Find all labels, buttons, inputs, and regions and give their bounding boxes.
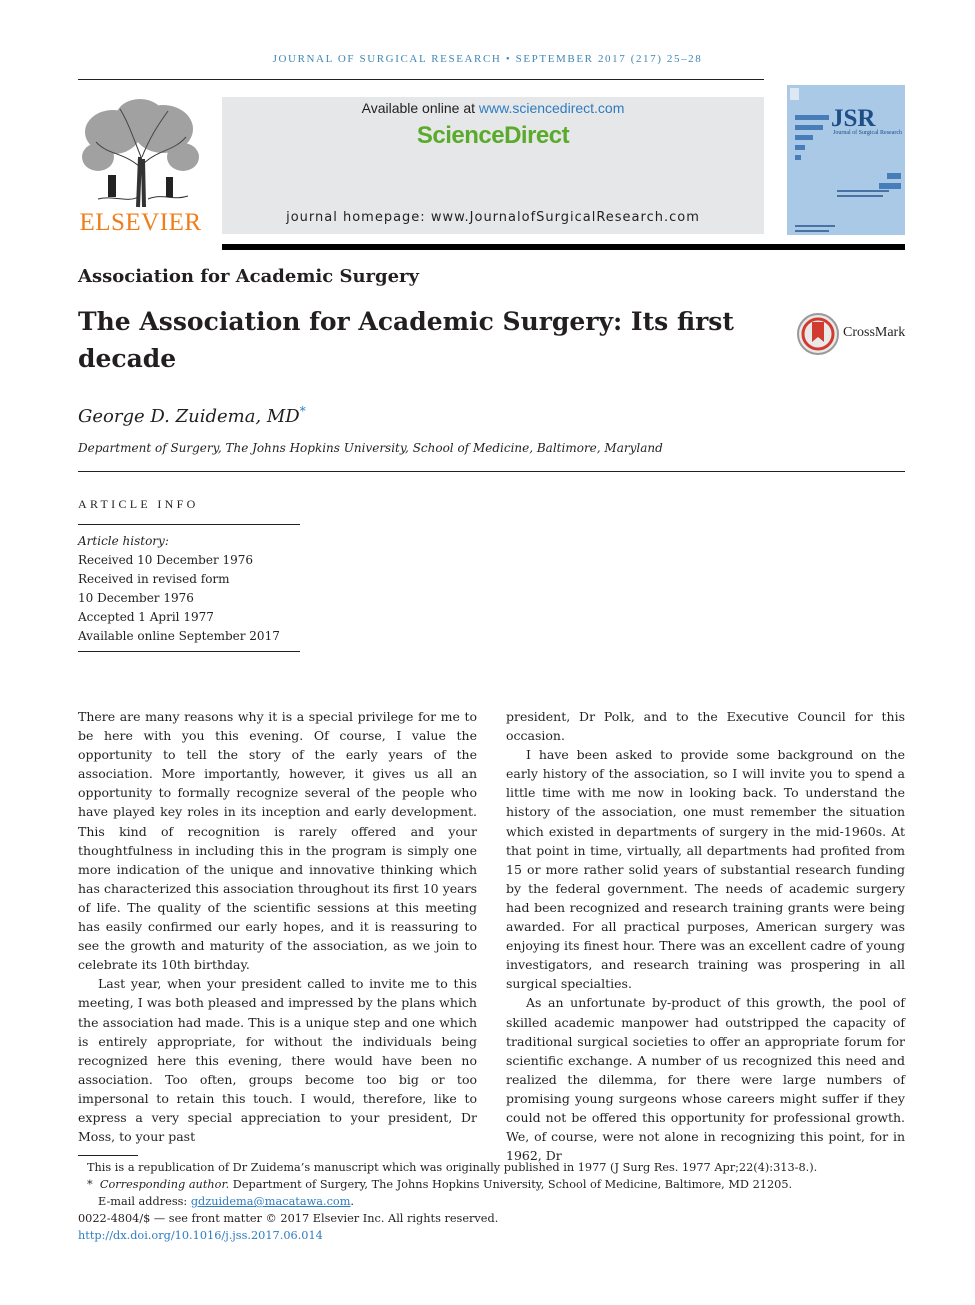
history-line: Received 10 December 1976	[78, 553, 254, 567]
sciencedirect-link[interactable]: www.sciencedirect.com	[478, 100, 625, 116]
affiliation-rule	[78, 471, 905, 472]
elsevier-tree-icon	[78, 97, 203, 209]
cover-title: JSR	[831, 105, 876, 132]
author-name: George D. Zuidema, MD*	[78, 404, 306, 427]
history-line: Accepted 1 April 1977	[78, 610, 214, 624]
journal-homepage[interactable]: journal homepage: www.JournalofSurgicalResearch.com	[286, 210, 700, 225]
article-info-heading: ARTICLE INFO	[78, 497, 199, 511]
crossmark-icon	[796, 312, 840, 356]
paragraph: president, Dr Polk, and to the Executive Council for this occasion.	[506, 709, 905, 744]
history-line: 10 December 1976	[78, 591, 194, 605]
body-column-left	[78, 707, 477, 1146]
article-title: The Association for Academic Surgery: Its first decade	[78, 307, 734, 373]
paragraph: Last year, when your president called to invite me to this meeting, I was both pleased and impressed by the plans which the association had made. This is a unique step and one which is entirely appropriate, for without the individuals being recognized here this evening, there would have been no association. Too often, groups become too big or too impersonal to retain this touch. I would, therefore, like to express a very special appreciation to your president, Dr Moss, to your past	[78, 976, 477, 1145]
issn-line: 0022-4804/$ — see front matter © 2017 Elsevier Inc. All rights reserved.	[78, 1212, 499, 1225]
article-info-rule	[78, 524, 300, 525]
cover-subtitle: Journal of Surgical Research	[833, 130, 903, 136]
doi-link[interactable]: http://dx.doi.org/10.1016/j.jss.2017.06.014	[78, 1229, 323, 1242]
history-label: Article history:	[78, 534, 169, 548]
corresponding-author-note: * Corresponding author. Department of Surgery, The Johns Hopkins University, School of Medicine, Baltimore, MD 21205.	[87, 1178, 793, 1191]
email-note: E-mail address: gdzuidema@macatawa.com.	[98, 1195, 355, 1208]
elsevier-wordmark: ELSEVIER	[79, 209, 202, 236]
paragraph: There are many reasons why it is a special privilege for me to be here with you this evening. Of course, I value the opportunity to tell the story of the early years of the association. More importantly, however, it gives us all an opportunity to formally recognize several of the people who have played key roles in its inception and early development. This kind of recognition is rarely offered and your thoughtfulness in including this in the program is simply one more indication of the unique and innovative thinking which has characterized this association throughout its first 10 years of life. The quality of the scientific sessions at this meeting has easily confirmed our early hopes, and it is reassuring to see the growth and maturity of the association, as we join to celebrate its 10th birthday.	[78, 709, 477, 973]
available-online: Available online at www.sciencedirect.com	[361, 100, 625, 116]
footnote-rule	[78, 1155, 138, 1156]
republication-note: This is a republication of Dr Zuidema’s manuscript which was originally published in 1977 (J Surg Res. 1977 Apr;22(4):313-8.).	[87, 1161, 818, 1174]
crossmark-label: CrossMark	[843, 325, 906, 340]
sciencedirect-banner	[222, 97, 764, 234]
section-label: Association for Academic Surgery	[78, 266, 419, 287]
sciencedirect-logo: ScienceDirect	[416, 122, 570, 149]
affiliation: Department of Surgery, The Johns Hopkins University, School of Medicine, Baltimore, Maryland	[78, 441, 663, 455]
footnotes	[78, 1159, 908, 1244]
paragraph: I have been asked to provide some background on the early history of the association, so I will invite you to spend a little time with me now in looking back. To understand the history of the association, one must remember the situation which existed in departments of surgery in the mid-1960s. At that point in time, virtually, all departments had profited from 15 or more rather solid years of substantial research funding by the federal government. The needs of academic surgery had been recognized and research training grants were being awarded. For all practical purposes, American surgery was enjoying its finest hour. There was an excellent cadre of young investigators, and research training was prospering in all surgical specialties.	[506, 747, 905, 992]
article-info-rule-bottom	[78, 651, 300, 652]
paragraph: As an unfortunate by-product of this growth, the pool of skilled academic manpower had outstripped the capacity of traditional surgical societies to offer an appropriate forum for scientific exchange. A number of us recognized this need and realized the dilemma, for there were large numbers of promising young surgeons whose careers might suffer if they could not be offered this opportunity for professional growth. We, of course, were not alone in recognizing this point, for in 1962, Dr	[506, 995, 905, 1164]
running-head: JOURNAL OF SURGICAL RESEARCH • SEPTEMBER 2017 (217) 25–28	[272, 53, 703, 65]
elsevier-logo	[78, 97, 203, 237]
masthead-rule	[222, 244, 905, 250]
body-column-right	[506, 707, 905, 1165]
history-line: Received in revised form	[78, 572, 230, 586]
history-line: Available online September 2017	[78, 629, 280, 643]
journal-cover	[787, 85, 905, 235]
crossmark-badge[interactable]	[796, 312, 908, 356]
corresponding-mark[interactable]: *	[299, 404, 306, 418]
article-history	[78, 532, 280, 646]
header-rule	[78, 79, 764, 80]
email-link[interactable]: gdzuidema@macatawa.com	[190, 1195, 351, 1208]
